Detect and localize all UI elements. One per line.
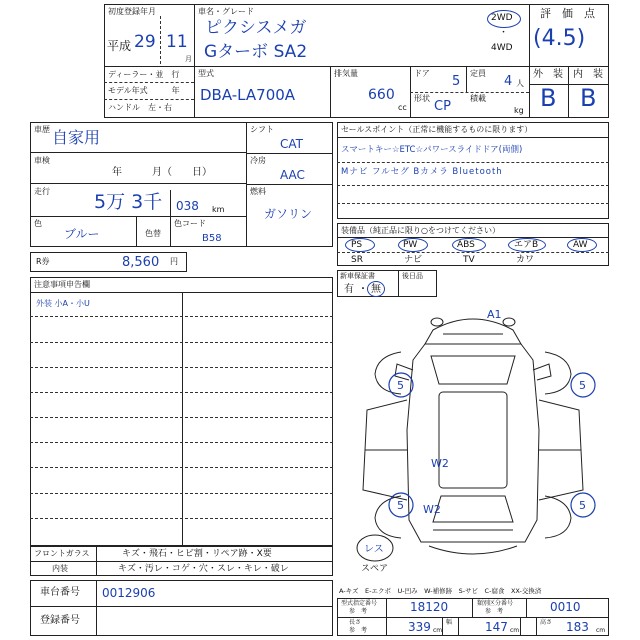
sales-line-1: スマートキー☆ETC☆パワースライドドア(両側) (341, 145, 523, 155)
warranty-dot: ・ (358, 284, 368, 295)
eval-score: (4.5) (533, 26, 586, 51)
spare-label: スペア (361, 564, 389, 574)
yen-unit: 円 (170, 257, 178, 266)
interior-glass-label: 内装 (52, 564, 68, 573)
type-no: 18120 (410, 600, 449, 614)
height-label: 高さ (540, 619, 553, 626)
shift: CAT (280, 137, 303, 151)
fuel-label: 燃料 (250, 187, 266, 196)
interior-grade: B (580, 84, 597, 112)
front-glass-options: キズ・飛石・ヒビ割・リペア跡・X要 (122, 549, 272, 559)
width-label: 幅 (446, 619, 453, 626)
displacement-label: 排気量 (334, 69, 358, 78)
warranty-label: 新車保証書 (340, 272, 375, 280)
doors: 5 (452, 74, 461, 89)
capacity-label: 定員 (470, 69, 486, 78)
r-ticket-box (30, 252, 187, 272)
width-cm: cm (510, 627, 520, 634)
reg-month: 11 (166, 32, 188, 52)
after-label: 後日品 (402, 272, 423, 280)
class-no: 0010 (550, 600, 581, 614)
warranty-yes: 有 (344, 284, 354, 295)
height-cm: cm (596, 627, 606, 634)
equip-airbag: エアB (514, 240, 539, 250)
mark-w2-rear: W2 (423, 503, 441, 516)
usage-label: 車歴 (34, 125, 50, 134)
model-type-label: 型式 (198, 69, 214, 78)
dealer-label: ディーラー・並 行 (108, 70, 180, 79)
color: ブルー (64, 227, 100, 241)
equip-tv: TV (463, 255, 475, 265)
color-label: 色 (34, 219, 42, 228)
color-code-label: 色コード (174, 219, 206, 228)
height: 183 (566, 620, 589, 634)
equip-leather: カワ (516, 255, 535, 265)
color-swap-label: 色替 (145, 229, 161, 238)
aircon: AAC (280, 168, 305, 182)
era: 平成 (107, 39, 132, 53)
length: 339 (408, 620, 431, 634)
mark-a1: A1 (487, 308, 502, 321)
type-no-sanko: 参 考 (349, 608, 368, 615)
mileage-main: 5万 3千 (94, 191, 163, 213)
car-damage-diagram (337, 300, 609, 580)
capacity: 4 (504, 74, 513, 89)
equip-navi: ナビ (404, 255, 423, 265)
equip-sr: SR (351, 255, 363, 265)
damage-legend: A-キズ E-エクボ U-凹み W-補修跡 S-サビ C-腐食 XX-交換済 (339, 587, 542, 595)
length-sanko: 参 考 (349, 627, 368, 634)
door-label: ドア (414, 69, 430, 78)
km-unit: km (212, 205, 225, 214)
aircon-label: 冷房 (250, 156, 266, 165)
drive-2wd: 2WD (491, 13, 513, 23)
reg-label: 登録番号 (40, 615, 80, 626)
reg-year: 29 (134, 32, 156, 52)
front-glass-label: フロントガラス (34, 549, 90, 558)
capacity-unit: 人 (516, 79, 524, 88)
first-reg-label: 初度登録年月 (108, 7, 156, 16)
length-label: 長さ (349, 619, 362, 626)
chassis-label: 車台番号 (40, 587, 80, 598)
class-no-label: 類別区分番号 (477, 600, 514, 607)
spare-mark: レス (364, 544, 384, 555)
mileage-sub: 038 (176, 199, 199, 213)
car-name: ピクシスメガ (205, 18, 307, 38)
handle-label: ハンドル 左・右 (108, 103, 172, 112)
exterior-grade: B (540, 84, 557, 112)
r-amount: 8,560 (122, 255, 160, 270)
eval-label: 評 価 点 (540, 7, 595, 20)
car-name-label: 車名・グレード (198, 7, 254, 16)
inspection-label: 車検 (34, 156, 50, 165)
grade: Gターボ SA2 (204, 42, 308, 62)
color-code: B58 (202, 233, 222, 244)
warranty-no: 無 (371, 284, 381, 295)
equipment-title: 装備品（純正品に限り○をつけてください） (341, 226, 500, 235)
cc-unit: cc (398, 103, 407, 112)
mileage-label: 走行 (34, 187, 50, 196)
equip-abs: ABS (457, 240, 475, 250)
type-no-label: 型式指定番号 (341, 600, 378, 607)
length-cm: cm (433, 627, 443, 634)
sales-line-2: Mナビ フルセグ Bカメラ Bluetooth (341, 167, 503, 177)
mark-front-left: 5 (397, 379, 404, 392)
interior-label: 内 装 (573, 69, 603, 80)
chassis-no: 0012906 (102, 586, 156, 600)
shape-label: 形状 (414, 94, 430, 103)
displacement: 660 (368, 87, 395, 103)
usage: 自家用 (52, 128, 101, 147)
shape: CP (434, 99, 451, 114)
equip-aw: AW (573, 240, 588, 250)
header-section (104, 4, 609, 118)
sales-title: セールスポイント（正常に機能するものに限ります） (341, 125, 533, 134)
class-no-sanko: 参 考 (485, 608, 504, 615)
load-label: 積載 (470, 94, 486, 103)
width: 147 (485, 620, 508, 634)
model-type: DBA-LA700A (200, 86, 296, 104)
mark-rear-left: 5 (397, 499, 404, 512)
equip-ps: PS (351, 240, 363, 250)
drive-sep: ・ (499, 28, 509, 38)
mark-rear-right: 5 (579, 499, 586, 512)
notes-title: 注意事項申告欄 (34, 280, 90, 289)
mark-front-right: 5 (579, 379, 586, 392)
exterior-label: 外 装 (533, 69, 563, 80)
r-label: R券 (36, 257, 50, 266)
model-year-label: モデル年式 年 (108, 86, 180, 95)
mark-w2-roof: W2 (431, 457, 449, 470)
month-unit: 月 (185, 55, 192, 63)
equip-pw: PW (403, 240, 418, 250)
load-unit: kg (514, 106, 524, 115)
drive-4wd: 4WD (491, 43, 513, 53)
notes-line-1: 外装 小A・小U (36, 299, 90, 308)
shift-label: シフト (250, 125, 274, 134)
inspection-date: 年 月（ 日） (112, 167, 212, 178)
interior-options: キズ・汚レ・コゲ・穴・スレ・キレ・破レ (118, 564, 289, 574)
fuel: ガソリン (264, 207, 313, 221)
